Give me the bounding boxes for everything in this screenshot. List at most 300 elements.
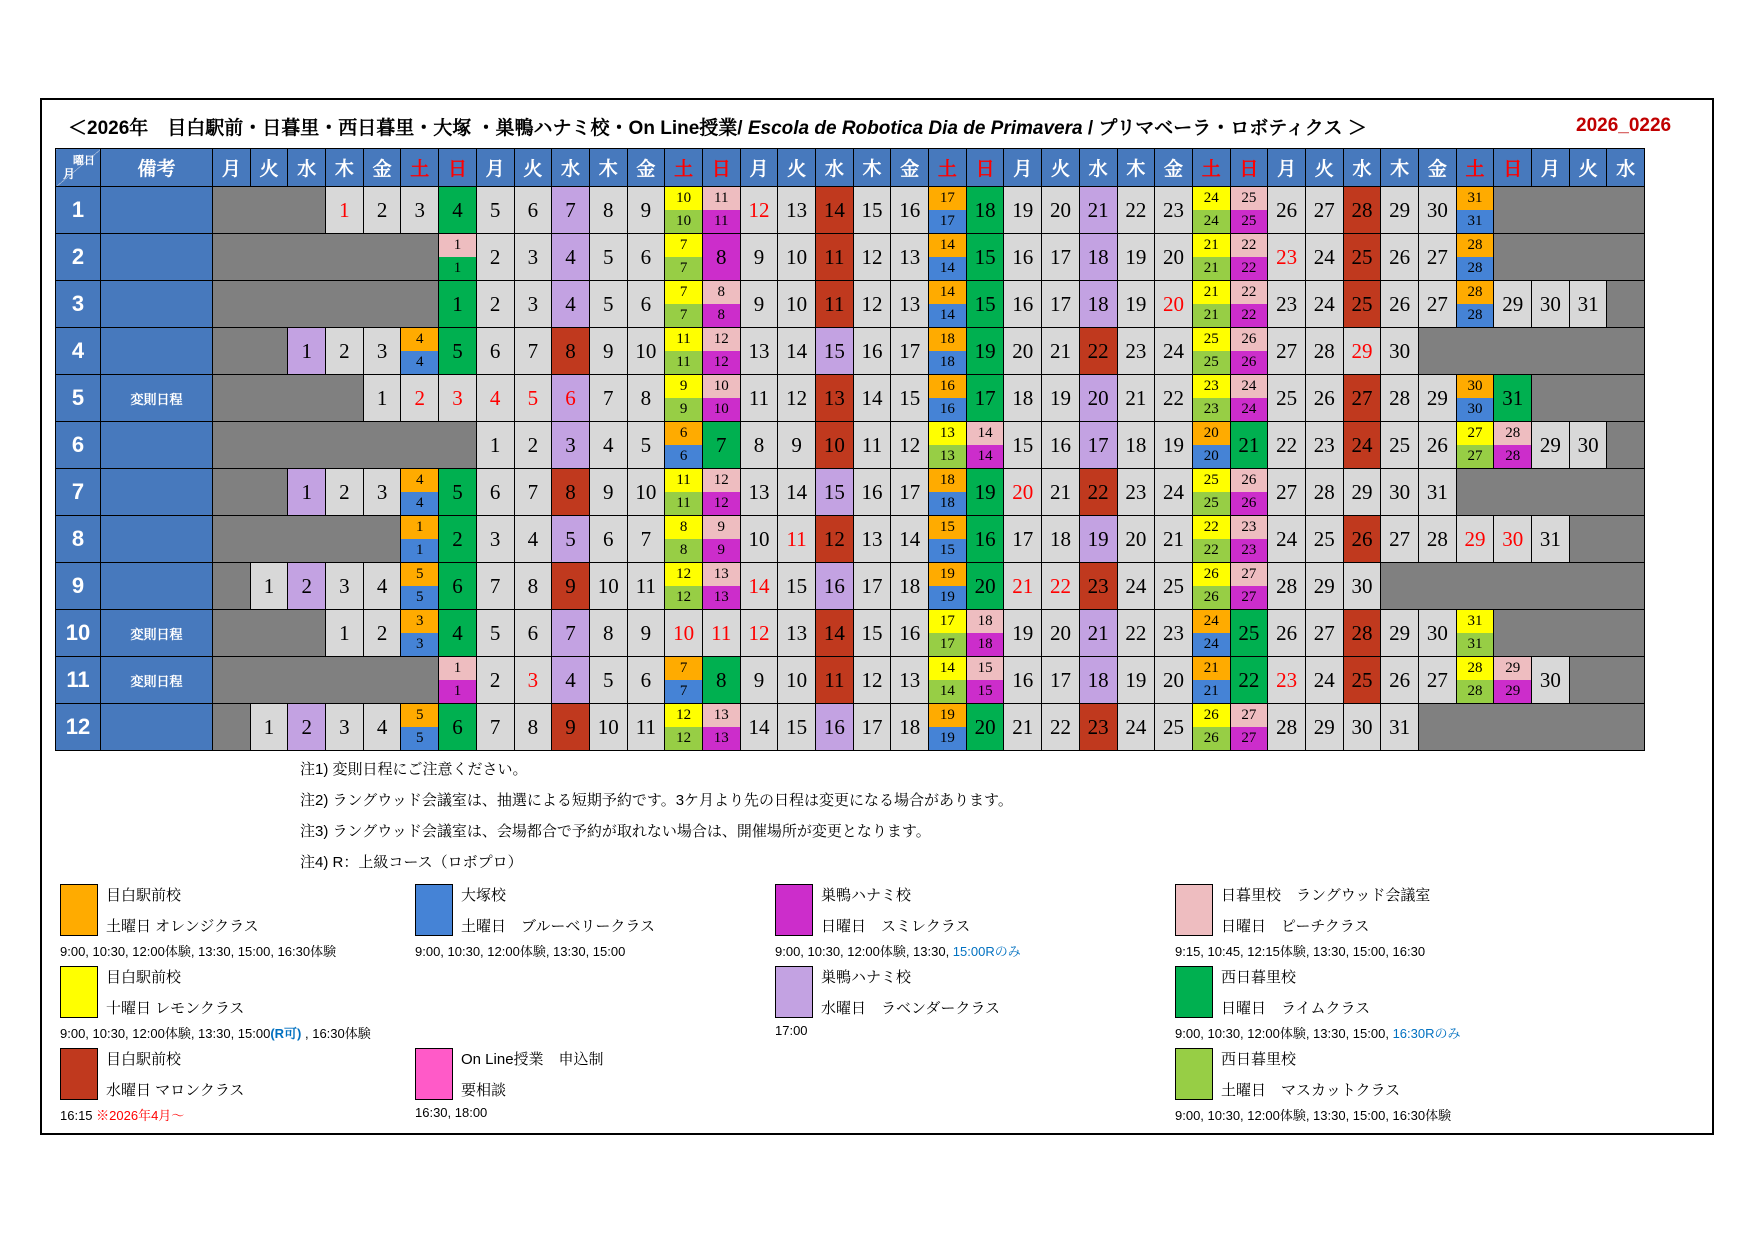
day-cell: 14 xyxy=(816,610,854,657)
day-cell xyxy=(665,704,703,751)
day-cell: 15 xyxy=(891,375,929,422)
day-cell: 19 xyxy=(966,469,1004,516)
day-cell: 11 xyxy=(816,281,854,328)
day-cell: 1 xyxy=(326,610,364,657)
day-cell: 18 xyxy=(1079,657,1117,704)
day-cell xyxy=(702,375,740,422)
day-half: 13 xyxy=(703,727,740,750)
empty-cells xyxy=(213,610,326,657)
day-cell: 24 xyxy=(1155,328,1193,375)
day-half: 7 xyxy=(665,680,702,703)
day-cell: 2 xyxy=(326,469,364,516)
day-cell: 14 xyxy=(740,563,778,610)
day-cell xyxy=(1192,328,1230,375)
day-half: 25 xyxy=(1231,210,1268,233)
day-cell: 10 xyxy=(816,422,854,469)
day-cell xyxy=(1192,469,1230,516)
day-half: 28 xyxy=(1457,680,1494,703)
day-cell: 30 xyxy=(1532,281,1570,328)
day-cell: 1 xyxy=(326,187,364,234)
day-cell xyxy=(401,516,439,563)
empty-cells xyxy=(1532,375,1645,422)
day-cell: 2 xyxy=(476,234,514,281)
day-half: 23 xyxy=(1231,516,1268,539)
day-cell: 4 xyxy=(589,422,627,469)
day-cell xyxy=(1230,469,1268,516)
day-cell: 17 xyxy=(1042,281,1080,328)
day-half: 12 xyxy=(703,469,740,492)
empty-cells xyxy=(213,234,439,281)
day-cell: 19 xyxy=(966,328,1004,375)
day-cell: 17 xyxy=(1042,234,1080,281)
day-cell xyxy=(665,375,703,422)
legend-color-swatch xyxy=(415,884,453,936)
month-note: 変則日程 xyxy=(101,375,213,422)
note-line: 注2) ラングウッド会議室は、抽選による短期予約です。3ケ月より先の日程は変更になる場合があります。 xyxy=(300,792,1013,809)
day-cell: 14 xyxy=(891,516,929,563)
day-half: 25 xyxy=(1193,469,1230,492)
day-cell: 8 xyxy=(702,657,740,704)
legend-labels xyxy=(821,966,1000,1018)
day-cell xyxy=(1230,187,1268,234)
weekday-header: 金 xyxy=(627,149,665,187)
day-cell: 28 xyxy=(1419,516,1457,563)
day-cell: 20 xyxy=(966,563,1004,610)
legend-color-swatch xyxy=(1175,1048,1213,1100)
day-cell: 9 xyxy=(589,469,627,516)
day-cell: 22 xyxy=(1042,704,1080,751)
month-note xyxy=(101,187,213,234)
day-half: 23 xyxy=(1231,539,1268,562)
day-cell: 9 xyxy=(740,281,778,328)
day-cell: 26 xyxy=(1305,375,1343,422)
day-half: 4 xyxy=(401,469,438,492)
day-cell xyxy=(1192,422,1230,469)
day-cell: 28 xyxy=(1305,469,1343,516)
month-note xyxy=(101,516,213,563)
day-cell: 2 xyxy=(288,563,326,610)
day-cell: 10 xyxy=(627,469,665,516)
day-cell: 3 xyxy=(514,281,552,328)
day-cell: 3 xyxy=(476,516,514,563)
day-cell xyxy=(1456,610,1494,657)
day-cell: 14 xyxy=(816,187,854,234)
day-half: 6 xyxy=(665,422,702,445)
day-half: 27 xyxy=(1231,727,1268,750)
day-cell: 6 xyxy=(439,563,477,610)
legend-time-segment: 16:30Rのみ xyxy=(1392,1026,1461,1041)
legend-color-swatch xyxy=(775,884,813,936)
day-half: 22 xyxy=(1231,257,1268,280)
day-half: 7 xyxy=(665,281,702,304)
legend-labels xyxy=(1221,884,1430,936)
day-cell xyxy=(1456,281,1494,328)
legend-class: 十曜日 レモンクラス xyxy=(106,1000,245,1017)
day-cell: 9 xyxy=(778,422,816,469)
legend-labels xyxy=(461,1048,604,1100)
weekday-header: 水 xyxy=(1079,149,1117,187)
empty-cells xyxy=(1607,281,1645,328)
day-cell xyxy=(966,422,1004,469)
weekday-header: 金 xyxy=(891,149,929,187)
day-half: 9 xyxy=(665,375,702,398)
day-cell: 22 xyxy=(1042,563,1080,610)
day-cell xyxy=(929,328,967,375)
day-half: 13 xyxy=(929,422,966,445)
day-half: 19 xyxy=(929,563,966,586)
weekday-header: 火 xyxy=(1569,149,1607,187)
day-cell xyxy=(966,610,1004,657)
day-cell: 22 xyxy=(1268,422,1306,469)
day-cell: 3 xyxy=(514,657,552,704)
day-half: 7 xyxy=(665,304,702,327)
day-cell: 28 xyxy=(1305,328,1343,375)
day-cell: 22 xyxy=(1230,657,1268,704)
day-cell: 29 xyxy=(1343,328,1381,375)
day-cell: 17 xyxy=(1004,516,1042,563)
empty-cells xyxy=(1569,516,1644,563)
day-half: 16 xyxy=(929,398,966,421)
day-cell: 11 xyxy=(816,234,854,281)
day-cell: 7 xyxy=(476,563,514,610)
day-half: 5 xyxy=(401,586,438,609)
day-half: 21 xyxy=(1193,257,1230,280)
day-cell: 7 xyxy=(589,375,627,422)
legend-class: 土曜日 ブルーベリークラス xyxy=(461,918,655,935)
title-pre: ＜2026年 目白駅前・日暮里・西日暮里・大塚 ・巣鴨ハナミ校・On Line授業/ xyxy=(68,118,748,139)
day-cell: 11 xyxy=(816,657,854,704)
day-half: 30 xyxy=(1457,375,1494,398)
calendar-table xyxy=(55,148,1645,751)
day-cell: 16 xyxy=(816,704,854,751)
day-cell: 2 xyxy=(363,187,401,234)
day-cell: 30 xyxy=(1569,422,1607,469)
day-cell: 9 xyxy=(552,563,590,610)
day-half: 25 xyxy=(1193,492,1230,515)
day-cell: 18 xyxy=(1079,281,1117,328)
day-cell: 20 xyxy=(966,704,1004,751)
day-cell: 27 xyxy=(1305,187,1343,234)
day-half: 26 xyxy=(1231,328,1268,351)
day-cell: 9 xyxy=(740,657,778,704)
day-half: 8 xyxy=(665,516,702,539)
day-cell: 9 xyxy=(627,610,665,657)
day-cell: 31 xyxy=(1532,516,1570,563)
day-cell xyxy=(929,469,967,516)
day-half: 17 xyxy=(929,210,966,233)
day-cell xyxy=(439,657,477,704)
day-cell xyxy=(1192,234,1230,281)
day-cell: 20 xyxy=(1155,657,1193,704)
day-cell: 24 xyxy=(1155,469,1193,516)
day-cell: 1 xyxy=(363,375,401,422)
legend-school: 日暮里校 ラングウッド会議室 xyxy=(1221,887,1431,904)
day-cell: 8 xyxy=(514,563,552,610)
day-cell: 12 xyxy=(740,187,778,234)
day-cell: 15 xyxy=(853,610,891,657)
legend-labels xyxy=(1221,1048,1400,1100)
day-cell: 4 xyxy=(476,375,514,422)
legend-times xyxy=(415,1105,487,1120)
day-cell: 18 xyxy=(891,704,929,751)
day-cell xyxy=(401,563,439,610)
day-half: 24 xyxy=(1193,633,1230,656)
legend-school: On Line授業 申込制 xyxy=(461,1051,604,1068)
day-cell xyxy=(1230,375,1268,422)
day-cell: 9 xyxy=(627,187,665,234)
day-cell: 18 xyxy=(1042,516,1080,563)
day-half: 12 xyxy=(703,351,740,374)
day-half: 5 xyxy=(401,704,438,727)
day-half: 9 xyxy=(703,539,740,562)
legend-school: 大塚校 xyxy=(461,887,507,904)
note-line: 注1) 変則日程にご注意ください。 xyxy=(300,761,528,778)
day-cell: 7 xyxy=(476,704,514,751)
day-cell: 30 xyxy=(1494,516,1532,563)
day-cell xyxy=(401,704,439,751)
day-cell xyxy=(1230,281,1268,328)
day-half: 31 xyxy=(1457,633,1494,656)
day-half: 12 xyxy=(703,492,740,515)
month-note xyxy=(101,469,213,516)
day-cell: 11 xyxy=(853,422,891,469)
day-half: 15 xyxy=(967,657,1004,680)
day-cell: 7 xyxy=(552,610,590,657)
day-cell xyxy=(1192,281,1230,328)
day-cell: 28 xyxy=(1343,610,1381,657)
day-cell: 30 xyxy=(1381,469,1419,516)
day-cell: 15 xyxy=(816,469,854,516)
weekday-header: 金 xyxy=(1419,149,1457,187)
weekday-header: 日 xyxy=(1494,149,1532,187)
day-cell: 5 xyxy=(552,516,590,563)
day-half: 1 xyxy=(439,257,476,280)
day-cell: 15 xyxy=(1004,422,1042,469)
day-cell: 5 xyxy=(589,234,627,281)
legend-class: 日曜日 スミレクラス xyxy=(821,918,971,935)
day-half: 5 xyxy=(401,563,438,586)
day-cell: 13 xyxy=(778,610,816,657)
day-cell: 29 xyxy=(1343,469,1381,516)
day-cell: 25 xyxy=(1343,281,1381,328)
month-number: 11 xyxy=(56,657,101,704)
day-half: 4 xyxy=(401,492,438,515)
day-cell: 27 xyxy=(1305,610,1343,657)
legend-class: 日曜日 ピーチクラス xyxy=(1221,918,1370,935)
day-cell: 5 xyxy=(514,375,552,422)
day-cell: 13 xyxy=(740,469,778,516)
day-cell: 25 xyxy=(1343,234,1381,281)
month-note xyxy=(101,704,213,751)
day-half: 24 xyxy=(1193,187,1230,210)
day-cell: 5 xyxy=(627,422,665,469)
day-half: 13 xyxy=(703,704,740,727)
day-cell: 2 xyxy=(326,328,364,375)
legend-labels xyxy=(1221,966,1370,1018)
day-cell xyxy=(702,469,740,516)
legend-class: 土曜日 マスカットクラス xyxy=(1221,1082,1401,1099)
day-half: 28 xyxy=(1457,657,1494,680)
day-cell: 16 xyxy=(891,187,929,234)
day-cell xyxy=(665,516,703,563)
day-half: 10 xyxy=(703,375,740,398)
empty-cells xyxy=(213,281,439,328)
day-cell xyxy=(665,657,703,704)
day-cell: 26 xyxy=(1343,516,1381,563)
day-cell xyxy=(929,187,967,234)
day-cell: 12 xyxy=(778,375,816,422)
day-cell: 13 xyxy=(853,516,891,563)
legend-time-segment: , 16:30体験 xyxy=(301,1026,371,1041)
day-cell: 17 xyxy=(966,375,1004,422)
day-cell: 29 xyxy=(1456,516,1494,563)
day-half: 26 xyxy=(1193,563,1230,586)
day-cell: 30 xyxy=(1343,563,1381,610)
day-cell: 30 xyxy=(1343,704,1381,751)
day-half: 28 xyxy=(1457,281,1494,304)
day-half: 28 xyxy=(1457,234,1494,257)
day-cell: 19 xyxy=(1117,234,1155,281)
empty-cells xyxy=(1494,610,1645,657)
weekday-header: 土 xyxy=(929,149,967,187)
day-cell: 6 xyxy=(627,281,665,328)
day-half: 8 xyxy=(703,281,740,304)
day-cell: 24 xyxy=(1305,234,1343,281)
day-cell: 10 xyxy=(740,516,778,563)
day-half: 24 xyxy=(1193,210,1230,233)
day-half: 28 xyxy=(1494,445,1531,468)
day-cell: 30 xyxy=(1532,657,1570,704)
empty-cells xyxy=(213,563,251,610)
day-cell: 2 xyxy=(514,422,552,469)
legend-times xyxy=(1175,941,1425,960)
day-cell: 18 xyxy=(1079,234,1117,281)
legend-labels xyxy=(821,884,970,936)
legend-time-segment: 9:00, 10:30, 12:00体験, 13:30, 15:00, 16:30体験 xyxy=(60,944,337,959)
day-cell xyxy=(929,657,967,704)
day-half: 15 xyxy=(929,539,966,562)
day-half: 11 xyxy=(703,210,740,233)
day-half: 18 xyxy=(929,351,966,374)
day-half: 11 xyxy=(665,469,702,492)
day-cell: 31 xyxy=(1381,704,1419,751)
day-cell: 16 xyxy=(853,328,891,375)
empty-cells xyxy=(1381,563,1645,610)
day-cell: 9 xyxy=(740,234,778,281)
day-cell xyxy=(929,234,967,281)
day-cell xyxy=(1192,704,1230,751)
day-cell xyxy=(665,328,703,375)
day-cell: 4 xyxy=(439,187,477,234)
weekday-header: 水 xyxy=(1607,149,1645,187)
day-cell xyxy=(1192,563,1230,610)
day-cell: 16 xyxy=(853,469,891,516)
day-cell: 21 xyxy=(1004,563,1042,610)
day-half: 14 xyxy=(929,657,966,680)
empty-cells xyxy=(213,657,439,704)
day-half: 14 xyxy=(967,422,1004,445)
day-cell xyxy=(665,234,703,281)
day-cell xyxy=(665,469,703,516)
day-cell: 29 xyxy=(1305,563,1343,610)
day-half: 21 xyxy=(1193,234,1230,257)
day-cell: 4 xyxy=(552,657,590,704)
day-cell: 10 xyxy=(778,234,816,281)
day-cell: 21 xyxy=(1042,469,1080,516)
day-cell: 26 xyxy=(1381,657,1419,704)
day-cell: 16 xyxy=(966,516,1004,563)
day-half: 26 xyxy=(1193,704,1230,727)
day-cell: 16 xyxy=(1042,422,1080,469)
day-cell xyxy=(929,610,967,657)
legend-school: 目白駅前校 xyxy=(106,969,182,986)
day-cell: 2 xyxy=(288,704,326,751)
day-cell: 5 xyxy=(589,657,627,704)
day-cell xyxy=(665,422,703,469)
legend-time-segment: 9:00, 10:30, 12:00体験, 13:30, 15:00, 16:30体験 xyxy=(1175,1108,1452,1123)
month-number: 3 xyxy=(56,281,101,328)
day-cell: 2 xyxy=(476,657,514,704)
legend-time-segment: 9:00, 10:30, 12:00体験, 13:30, 15:00, xyxy=(1175,1026,1393,1041)
day-cell: 27 xyxy=(1419,281,1457,328)
day-cell: 30 xyxy=(1381,328,1419,375)
day-cell: 28 xyxy=(1268,704,1306,751)
day-half: 12 xyxy=(665,704,702,727)
day-cell xyxy=(1192,610,1230,657)
legend-time-segment: (R可) xyxy=(270,1026,302,1041)
day-cell: 1 xyxy=(250,563,288,610)
day-half: 20 xyxy=(1193,445,1230,468)
day-cell: 15 xyxy=(778,563,816,610)
day-cell: 12 xyxy=(853,657,891,704)
day-cell: 11 xyxy=(627,704,665,751)
day-cell: 5 xyxy=(476,610,514,657)
day-cell xyxy=(1494,422,1532,469)
day-cell: 7 xyxy=(552,187,590,234)
day-cell: 21 xyxy=(1230,422,1268,469)
day-cell: 21 xyxy=(1117,375,1155,422)
day-cell: 17 xyxy=(891,469,929,516)
day-cell: 29 xyxy=(1305,704,1343,751)
day-cell: 20 xyxy=(1079,375,1117,422)
day-half: 24 xyxy=(1231,375,1268,398)
weekday-header: 木 xyxy=(1381,149,1419,187)
day-cell: 18 xyxy=(1117,422,1155,469)
day-cell: 25 xyxy=(1343,657,1381,704)
weekday-header: 水 xyxy=(288,149,326,187)
weekday-header: 土 xyxy=(401,149,439,187)
day-cell: 19 xyxy=(1117,281,1155,328)
day-cell xyxy=(702,281,740,328)
day-cell: 8 xyxy=(740,422,778,469)
day-half: 14 xyxy=(929,680,966,703)
day-half: 13 xyxy=(703,586,740,609)
legend-labels xyxy=(106,966,244,1018)
day-half: 19 xyxy=(929,704,966,727)
weekday-header: 火 xyxy=(1042,149,1080,187)
day-cell: 27 xyxy=(1381,516,1419,563)
day-cell: 23 xyxy=(1155,187,1193,234)
day-cell xyxy=(1192,375,1230,422)
title-post: / プリマベーラ・ロボティクス ＞ xyxy=(1082,118,1367,139)
day-cell: 1 xyxy=(439,281,477,328)
day-cell: 3 xyxy=(363,328,401,375)
month-note: 変則日程 xyxy=(101,610,213,657)
day-cell: 2 xyxy=(476,281,514,328)
day-half: 11 xyxy=(703,187,740,210)
weekday-header: 火 xyxy=(778,149,816,187)
biko-header: 備考 xyxy=(101,149,213,187)
